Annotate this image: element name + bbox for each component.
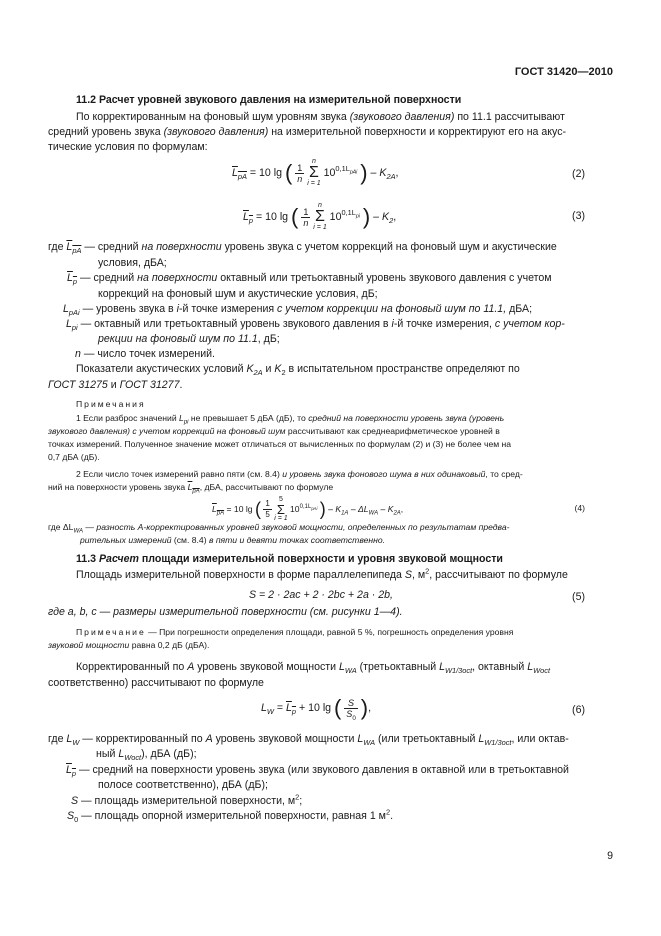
definition-lpi: $L_{pi}$ — октавный или третьоктавный уровень звукового давления в i-й точке измерения, с учетом кор- [66,318,565,333]
definition-lp-cont: коррекций на фоновый шум и акустические условия, дБ; [98,288,378,300]
equation-5: S = 2 · 2ac + 2 · 2bc + 2a · 2b, [249,589,393,601]
para-11-2-line3: тические условия по формулам: [48,141,208,153]
note-2-line1: 2 Если число точек измерений равно пяти (см. 8.4) и уровень звука фонового шума в них одинаковый, то сред- [76,469,523,479]
equation-2: $L_{pA} = 10$ lg ( $\frac{1}{n}$ n Σ i = 1 $10^{0,1L_{pAi}}$ ) – $K_{2A}$, [232,158,399,187]
para-area: Площадь измерительной поверхности в форме параллелепипеда S, $м^2$, рассчитывают по формуле [76,566,568,581]
notes-title: Примечания [76,399,146,409]
para-11-2-line1: По корректированным на фоновый шум уровням звука (звукового давления) по 11.1 рассчитывают [76,111,565,123]
section-11-3-heading: 11.3 Расчет площади измерительной поверхности и уровня звуковой мощности [76,553,503,565]
definition-n: n — число точек измерений. [75,348,215,360]
section-11-2-heading: 11.2 Расчет уровней звукового давления на измерительной поверхности [76,94,462,106]
equation-2-number: (2) [572,168,585,180]
definition-lpa: где $L_{pA}$ — средний на поверхности уровень звука с учетом коррекций на фоновый шум и акустические [48,241,557,256]
equation-4-number: (4) [574,503,585,513]
equation-3-number: (3) [572,210,585,222]
definition-lw-cont: ный $L_{Woct}$), дБА (дБ); [96,748,197,763]
equation-5-number: (5) [572,591,585,603]
para-acoustic-line1: Показатели акустических условий $K_{2A}$ и $K_2$ в испытательном пространстве определяют по [76,363,520,378]
definition-lp-2: $L_p$ — средний на поверхности уровень звука (или звукового давления в октавной или в третьоктавной [66,764,569,779]
where-abc: где a, b, c — размеры измерительной поверхности (см. рисунки 1—4). [48,606,403,618]
para-power-line2: соответственно) рассчитывают по формуле [48,677,264,689]
note-area-line1: Примечание — При погрешности определения площади, равной 5 %, погрешность определения уровня [76,627,514,637]
definition-lp: $L_p$ — средний на поверхности октавный или третьоктавный уровень звукового давления с учетом [67,272,552,287]
definition-lpa-cont: условия, дБА; [98,257,167,269]
equation-4: $L_{pA} = 10$ lg ( $\frac{1}{5}$ 5 Σ i = 1 $10^{0,1L_{pAi}}$ ) – $K_{1A} - \Delta L_{WA} - K_{2A}$, [212,496,404,522]
definition-lpi-cont: рекции на фоновый шум по 11.1, дБ; [98,333,280,345]
page-number: 9 [607,850,613,862]
definition-s: S — площадь измерительной поверхности, $м^2$; [71,792,303,807]
standard-number: ГОСТ 31420—2010 [514,66,613,78]
para-acoustic-line2: ГОСТ 31275 и ГОСТ 31277. [48,379,183,391]
note-2-line2: ний на поверхности уровень звука $L_{pA}$, дБА, рассчитывают по формуле [48,482,334,495]
equation-6: $L_W = L_p + 10$ lg ( $\frac{S}{S_0}$ ), [261,695,372,722]
note-area-line2: звуковой мощности равна 0,2 дБ (дБА). [48,640,210,650]
definition-lpai: $L_{pAi}$ — уровень звука в i-й точке измерения с учетом коррекции на фоновый шум по 11.1, дБА; [63,303,533,318]
equation-3: $L_p = 10$ lg ( $\frac{1}{n}$ n Σ i = 1 $10^{0,1L_{pi}}$ ) – $K_2$, [243,202,397,231]
where-delta-lwa: где $\Delta L_{WA}$ — разность А-корректированных уровней звуковой мощности, определенных по результатам предва- [48,522,510,535]
note-1-line3: точках измерений. Полученное значение может отличаться от вычисленных по формулам (2) и (3) не более чем на [48,439,512,449]
definition-lp-2-cont: полосе соответственно), дБА (дБ); [98,779,268,791]
note-1-line4: 0,7 дБА (дБ). [48,452,100,462]
para-11-2-line2: средний уровень звука (звукового давления) на измерительной поверхности и корректируют его на акус- [48,126,567,138]
note-1-line2: звукового давления) с учетом коррекций на фоновый шум рассчитывают как среднеарифметическое уровней в [48,426,500,436]
definition-lw: где $L_W$ — корректированный по A уровень звуковой мощности $L_{WA}$ (или третьоктавный $L_{W1/3oct}$, или октав- [48,733,569,748]
definition-s0: $S_0$ — площадь опорной измерительной поверхности, равная 1 $м^2$. [67,807,394,825]
para-power-line1: Корректированный по A уровень звуковой мощности $L_{WA}$ (третьоктавный $L_{W1/3oct}$, октавный $L_{Woct}$ [76,661,551,676]
where-delta-lwa-cont: рительных измерений (см. 8.4) в пяти и девяти точках соответственно. [80,535,386,545]
equation-6-number: (6) [572,704,585,716]
note-1-line1: 1 Если разброс значений $L_{pi}$ не превышает 5 дБА (дБ), то средний на поверхности уровень звука (уровень [76,413,505,426]
